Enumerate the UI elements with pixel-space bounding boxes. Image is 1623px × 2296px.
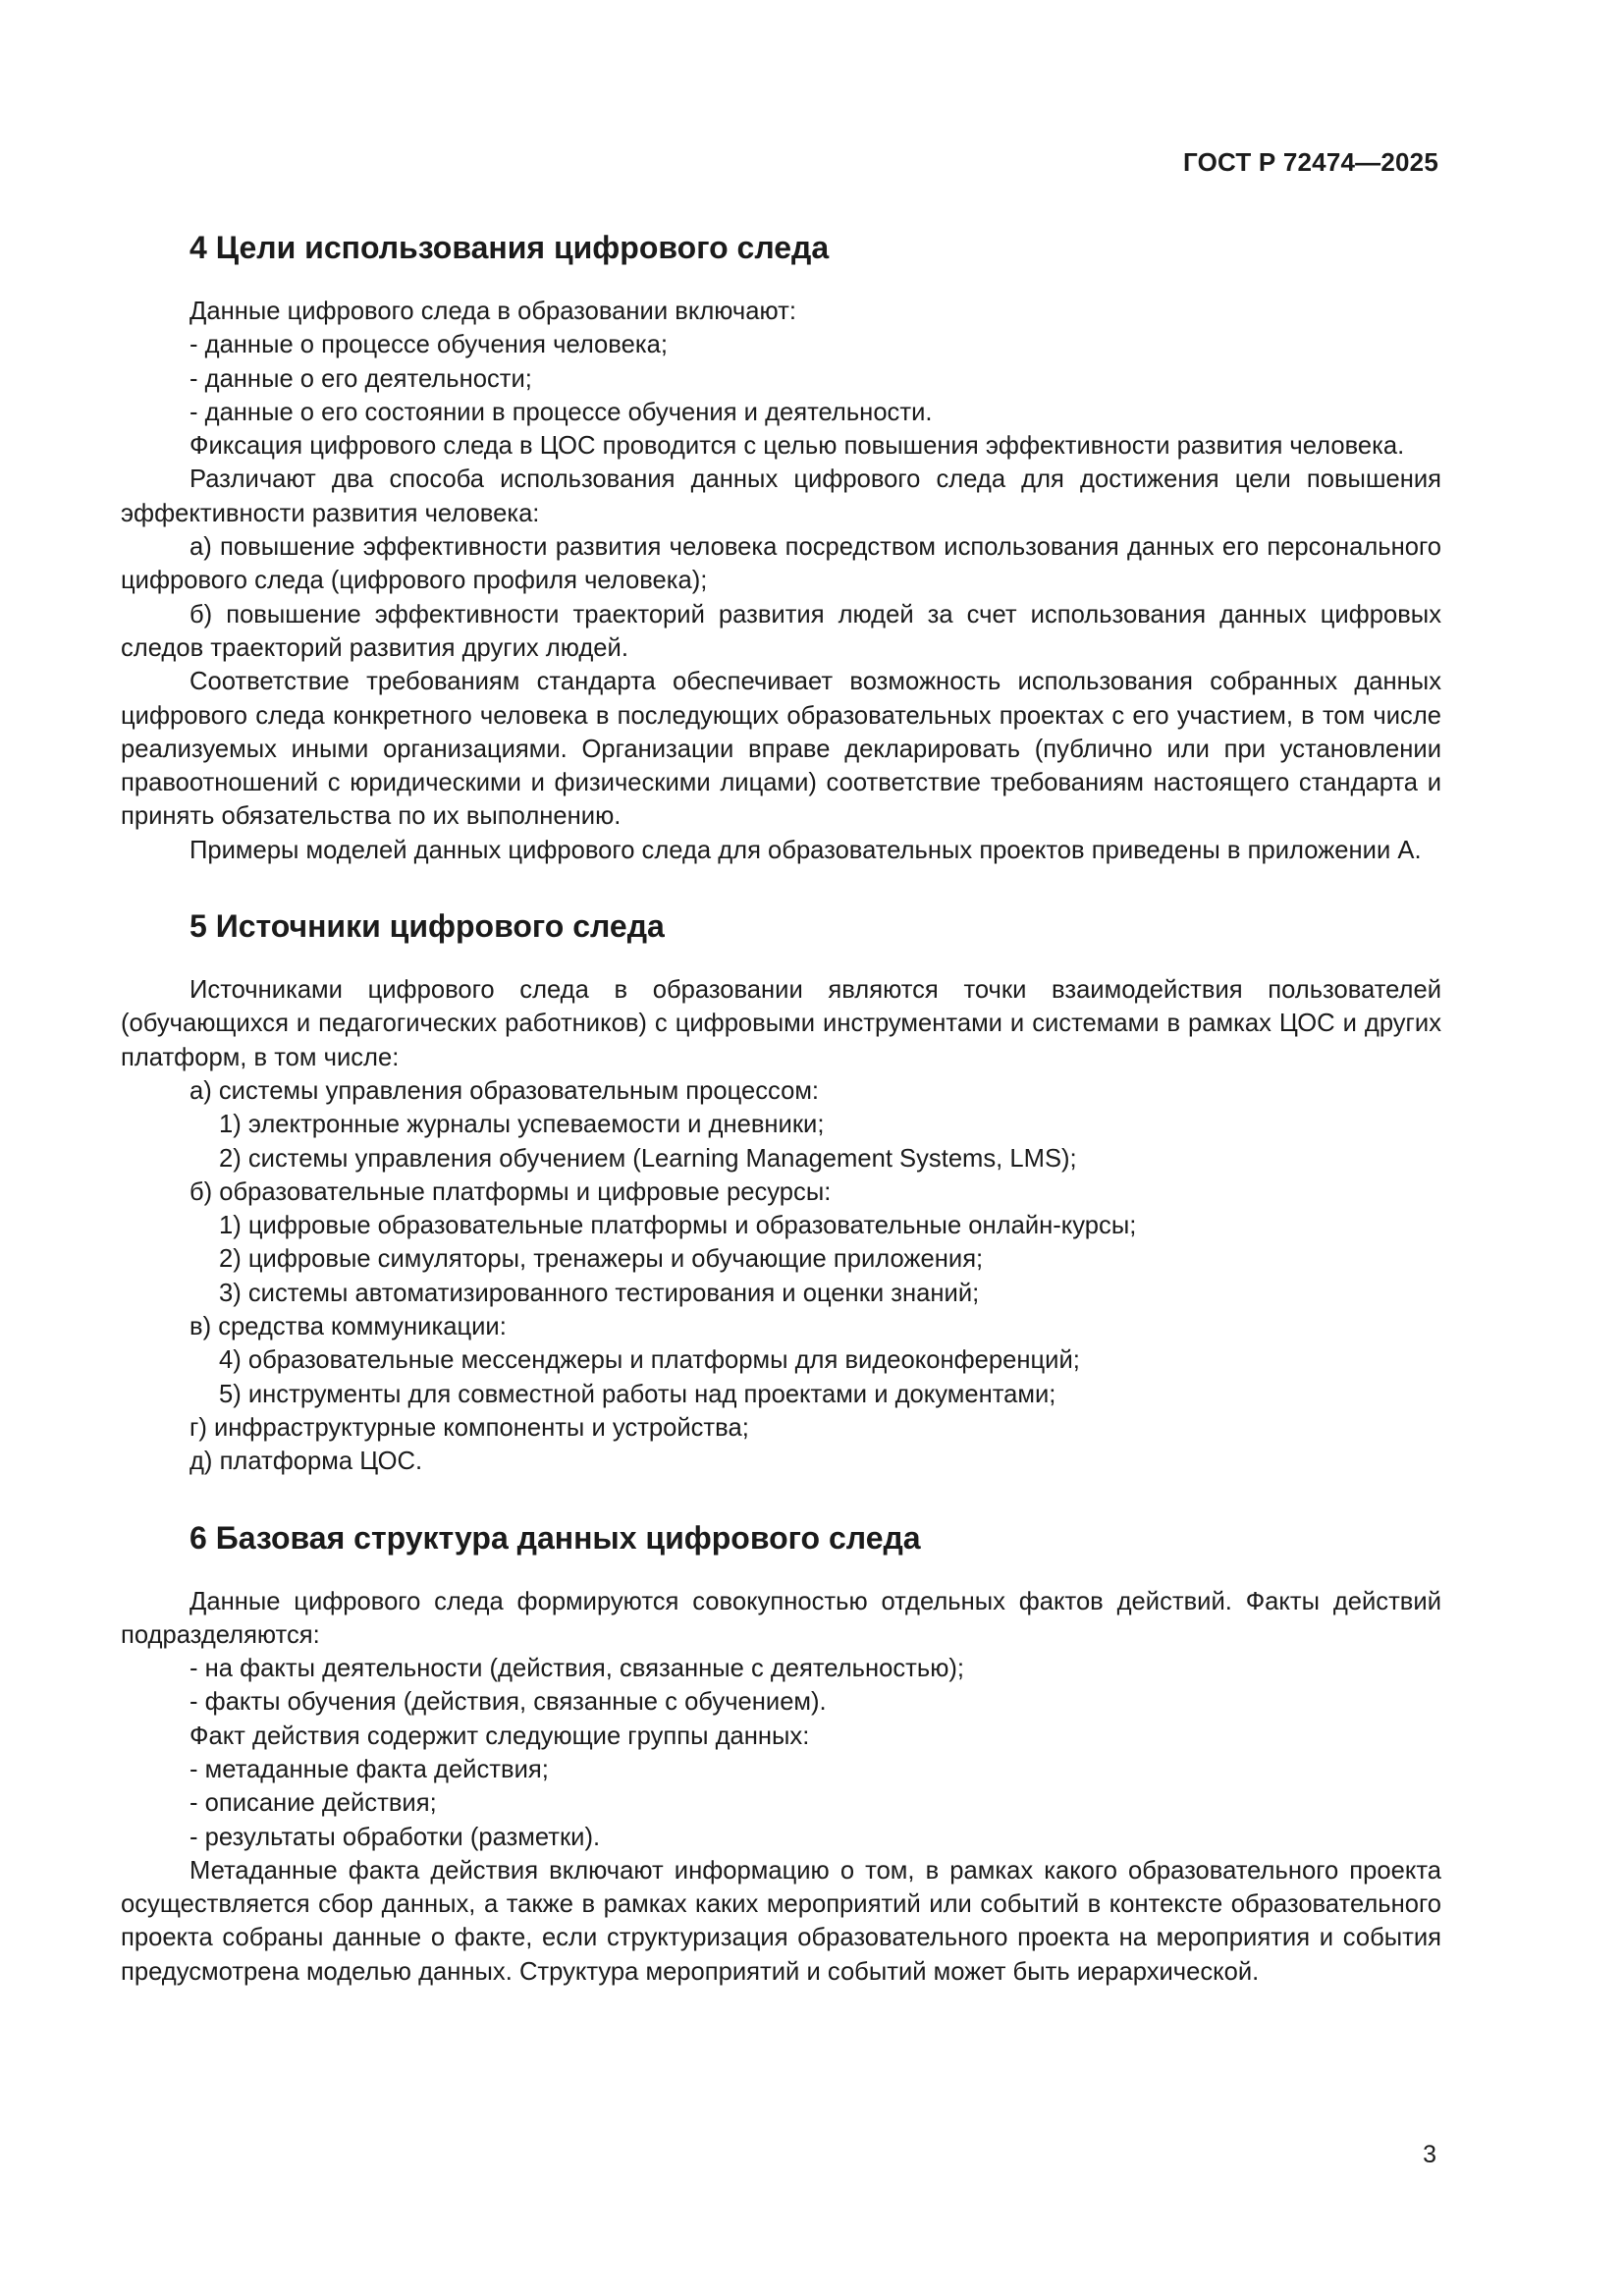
paragraph: Примеры моделей данных цифрового следа для образовательных проектов приведены в приложении А. <box>189 836 1422 864</box>
list-item: - факты обучения (действия, связанные с обучением). <box>189 1688 827 1717</box>
section-4 <box>121 228 1441 867</box>
sub-list-item: 3) системы автоматизированного тестирования и оценки знаний; <box>219 1279 980 1307</box>
section-title: 5 Источники цифрового следа <box>189 908 665 945</box>
list-item: д) платформа ЦОС. <box>189 1448 423 1476</box>
sub-list-item: 1) цифровые образовательные платформы и образовательные онлайн-курсы; <box>219 1212 1137 1240</box>
section-title: 4 Цели использования цифрового следа <box>189 230 830 265</box>
section-6 <box>121 1518 1441 1990</box>
section-5 <box>121 906 1441 1478</box>
list-item: - данные о его деятельности; <box>189 364 532 393</box>
list-item: - на факты деятельности (действия, связанные с деятельностью); <box>189 1655 965 1683</box>
sub-list-item: 4) образовательные мессенджеры и платформы для видеоконференций; <box>219 1346 1080 1375</box>
list-item: а) повышение эффективности развития человека посредством использования данных его персонального цифрового следа (цифрового профиля человека); <box>121 533 1441 595</box>
paragraph: Данные цифрового следа формируются совокупностью отдельных фактов действий. Факты действий подразделяются: <box>121 1587 1441 1649</box>
paragraph: Различают два способа использования данных цифрового следа для достижения цели повышения эффективности развития человека: <box>121 465 1441 527</box>
paragraph: Соответствие требованиям стандарта обеспечивает возможность использования собранных данных цифрового следа конкретного человека в последующих образовательных проектах с его участием, в том числе реализуемых иными организациями. Организации вправе декларировать (публично или при установлении правоотношений с юридическими и физическими лицами) соответствие требованиям настоящего стандарта и принять обязательства по их выполнению. <box>121 668 1441 831</box>
list-item: - результаты обработки (разметки). <box>189 1823 601 1851</box>
sub-list-item: 1) электронные журналы успеваемости и дневники; <box>219 1111 825 1139</box>
list-item: - данные о его состоянии в процессе обучения и деятельности. <box>189 398 933 426</box>
sub-list-item: 2) системы управления обучением (Learning Management Systems, LMS); <box>219 1144 1077 1173</box>
sub-list-item: 5) инструменты для совместной работы над проектами и документами; <box>219 1380 1056 1408</box>
paragraph: Фиксация цифрового следа в ЦОС проводится с целью повышения эффективности развития человека. <box>189 432 1405 461</box>
list-item: б) образовательные платформы и цифровые ресурсы: <box>189 1177 832 1206</box>
sub-list-item: 2) цифровые симуляторы, тренажеры и обучающие приложения; <box>219 1245 984 1274</box>
paragraph: Факт действия содержит следующие группы данных: <box>189 1722 810 1750</box>
list-item: а) системы управления образовательным процессом: <box>189 1076 820 1105</box>
list-item: - метаданные факта действия; <box>189 1755 549 1783</box>
list-item: б) повышение эффективности траекторий развития людей за счет использования данных цифровых следов траекторий развития других людей. <box>121 600 1441 662</box>
section-title: 6 Базовая структура данных цифрового следа <box>189 1519 921 1556</box>
document-body <box>121 228 1441 1989</box>
list-item: - данные о процессе обучения человека; <box>189 331 668 359</box>
paragraph: Данные цифрового следа в образовании включают: <box>189 298 796 325</box>
list-item: в) средства коммуникации: <box>189 1313 507 1341</box>
paragraph: Метаданные факта действия включают информацию о том, в рамках какого образовательного проекта осуществляется сбор данных, а также в рамках каких мероприятий или событий в контексте образовательного проекта собраны данные о факте, если структуризация образовательного проекта на мероприятия и события предусмотрена моделью данных. Структура мероприятий и событий может быть иерархической. <box>121 1856 1441 1986</box>
page-number: 3 <box>1423 2141 1436 2168</box>
paragraph: Источниками цифрового следа в образовании являются точки взаимодействия пользователей (обучающихся и педагогических работников) с цифровыми инструментами и системами в рамках ЦОС и других платформ, в том числе: <box>121 976 1441 1071</box>
list-item: - описание действия; <box>189 1789 437 1818</box>
list-item: г) инфраструктурные компоненты и устройства; <box>189 1413 749 1442</box>
document-code-header: ГОСТ Р 72474—2025 <box>1183 147 1438 177</box>
